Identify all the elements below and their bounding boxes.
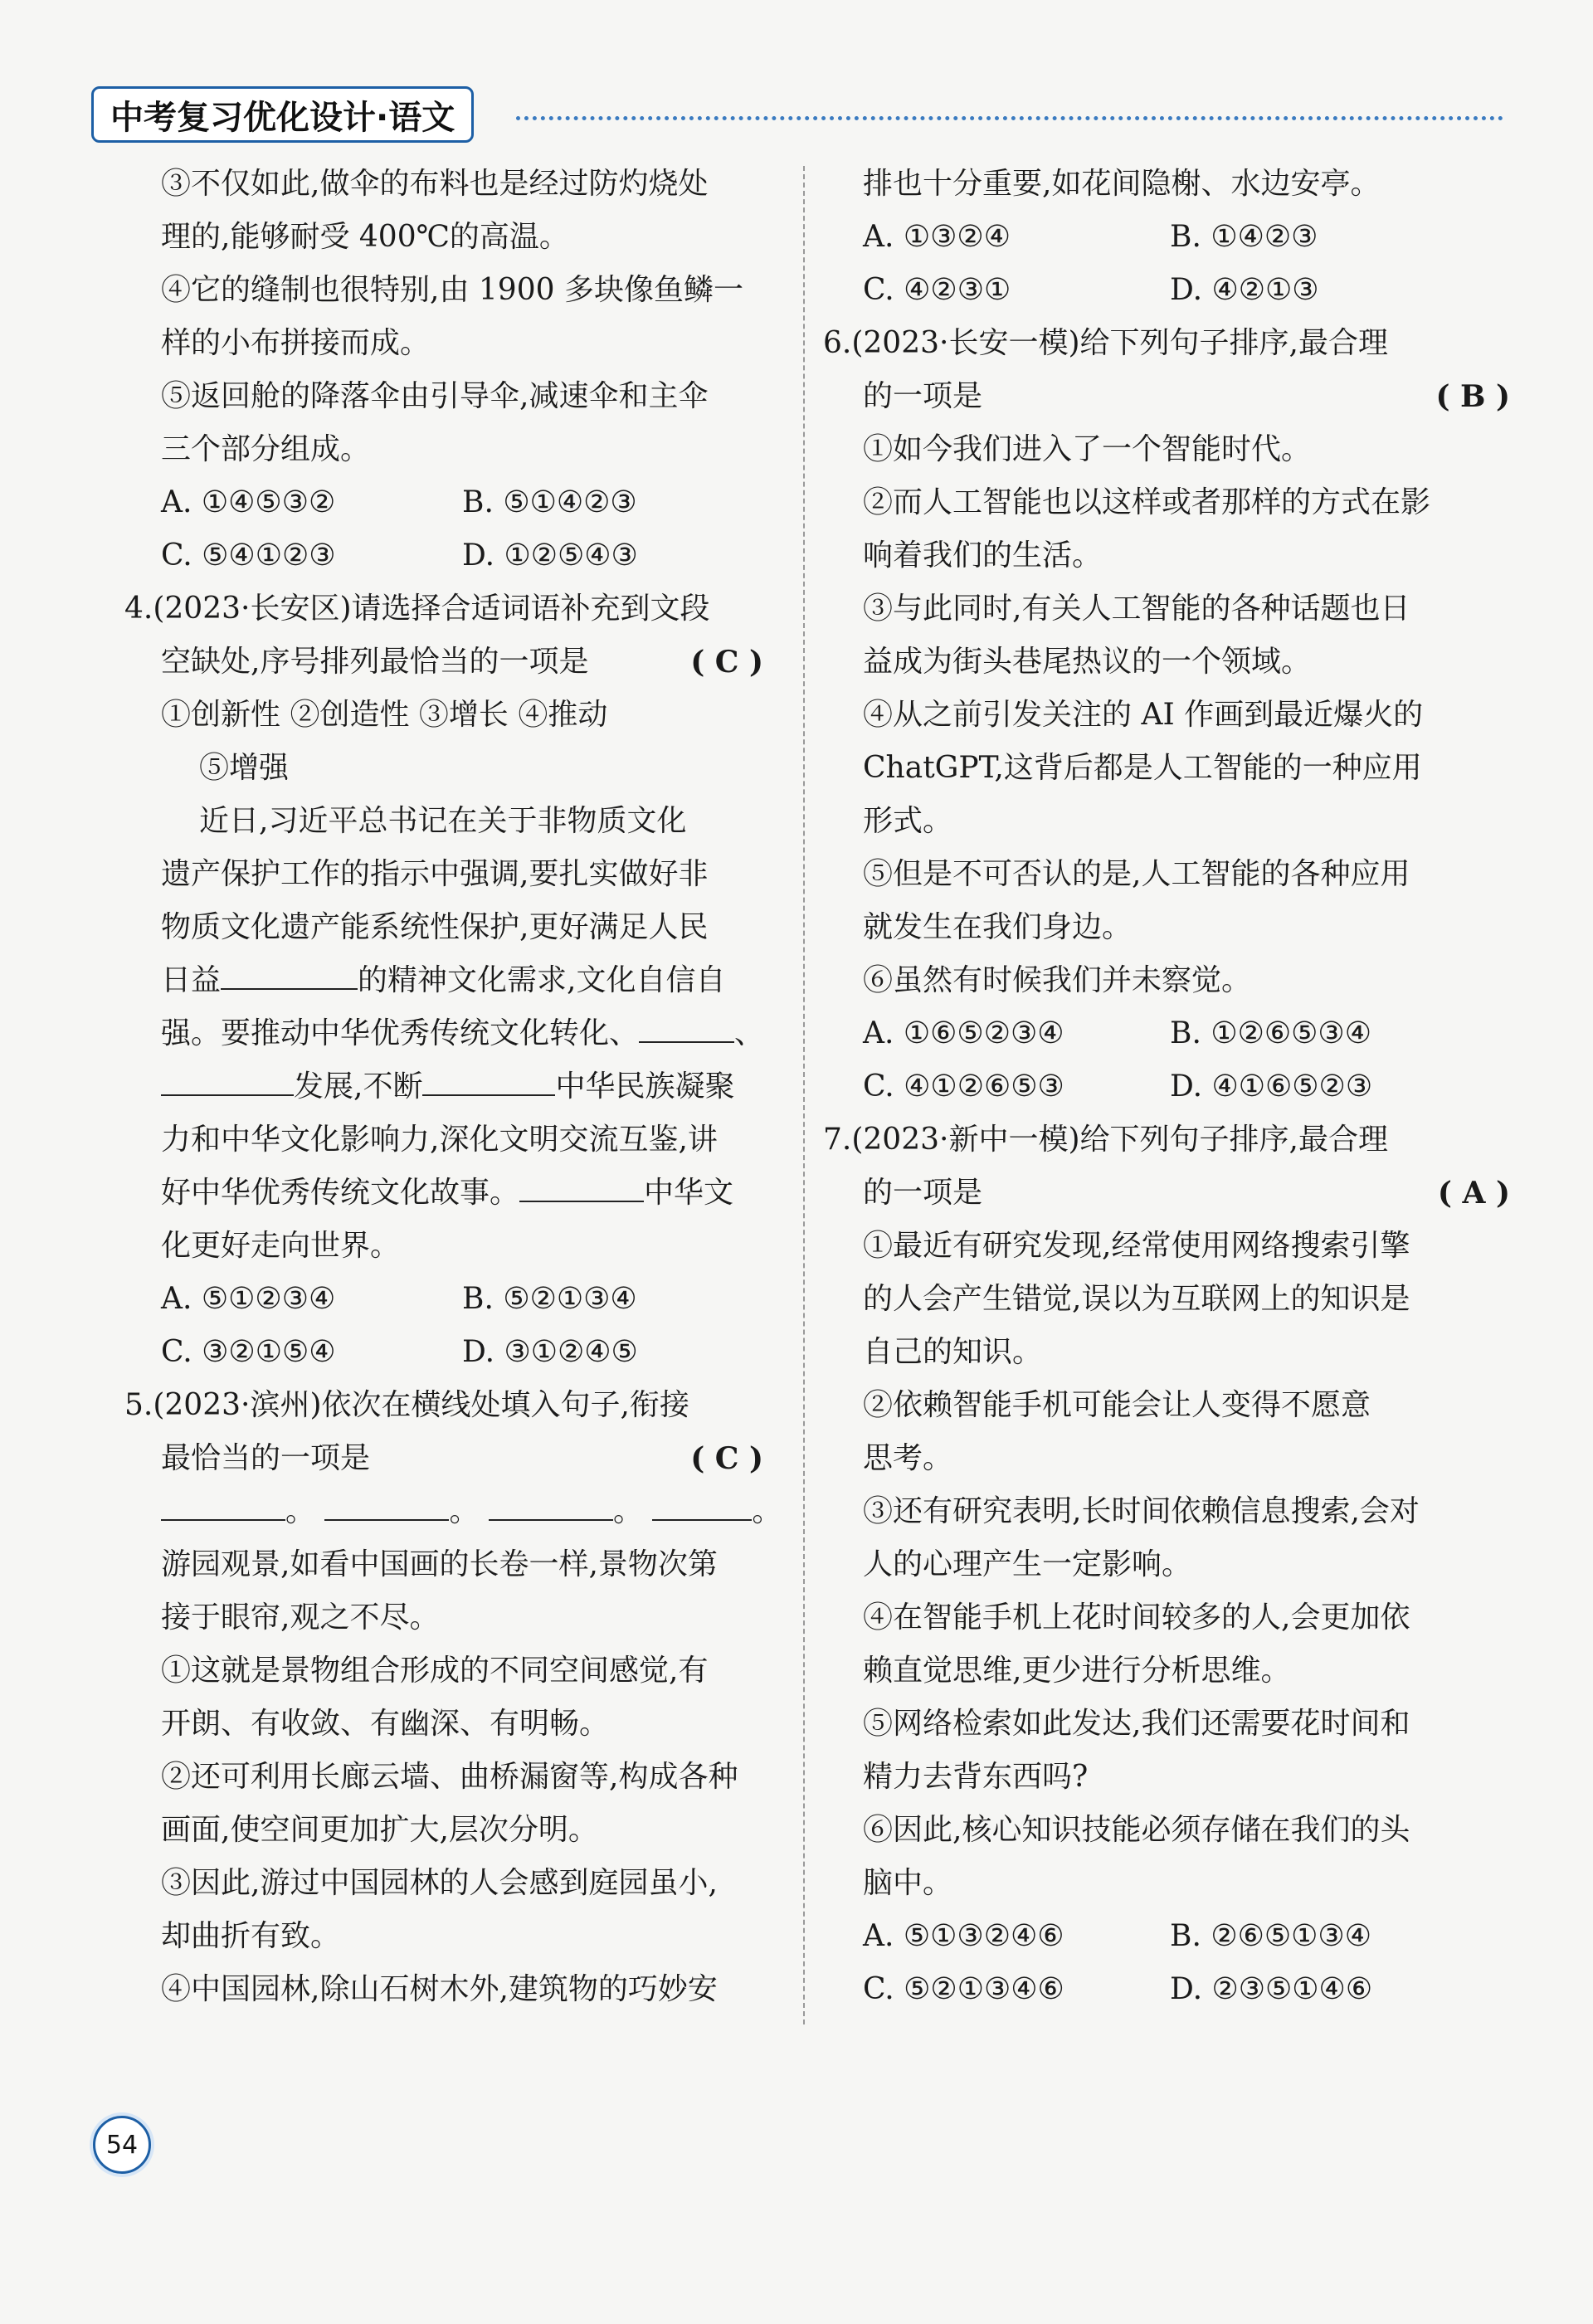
q7-item: 脑中。 <box>863 1866 953 1900</box>
q7-item: 人的心理产生一定影响。 <box>863 1547 1192 1581</box>
q6-answer: ( B ) <box>1435 379 1510 414</box>
fill-blank[interactable] <box>161 1066 294 1096</box>
q4-word-list: ①创新性 ②创造性 ③增长 ④推动 <box>161 698 608 732</box>
q4-answer: ( C ) <box>690 645 763 680</box>
q6-item: 形式。 <box>863 804 953 838</box>
option-a[interactable]: A. ①④⑤③② <box>161 485 336 519</box>
blank-separator: 。 <box>285 1494 316 1528</box>
q6-item: 响着我们的生活。 <box>863 538 1103 572</box>
q5-item: ①这就是景物组合形成的不同空间感觉,有 <box>161 1654 709 1688</box>
header-dotted-rule <box>516 116 1503 120</box>
q7-item: ⑤网络检索如此发达,我们还需要花时间和 <box>863 1707 1410 1741</box>
q5-passage: 接于眼帘,观之不尽。 <box>161 1600 440 1635</box>
left-column <box>124 158 782 2016</box>
option-b[interactable]: B. ⑤①④②③ <box>462 485 637 519</box>
q7-item: ①最近有研究发现,经常使用网络搜索引擎 <box>863 1229 1410 1263</box>
q4-stem: 4.(2023·长安区)请选择合适词语补充到文段 <box>124 592 710 626</box>
q5-stem: 5.(2023·滨州)依次在横线处填入句子,衔接 <box>124 1388 689 1422</box>
q4-passage <box>124 1167 763 1220</box>
q4-passage: 力和中华文化影响力,深化文明交流互鉴,讲 <box>161 1123 718 1157</box>
fill-blank[interactable] <box>652 1491 752 1521</box>
q5-item: 画面,使空间更加扩大,层次分明。 <box>161 1813 598 1847</box>
q7-item: ⑥因此,核心知识技能必须存储在我们的头 <box>863 1813 1410 1847</box>
fill-blank[interactable] <box>161 1491 285 1521</box>
option-a[interactable]: A. ①⑥⑤②③④ <box>863 1016 1064 1050</box>
option-a[interactable]: A. ⑤①③②④⑥ <box>863 1919 1064 1953</box>
q6-stem: 6.(2023·长安一模)给下列句子排序,最合理 <box>823 326 1388 360</box>
book-title: 中考复习优化设计·语文 <box>91 86 474 143</box>
fill-blank[interactable] <box>422 1066 555 1096</box>
q4-passage: 遗产保护工作的指示中强调,要扎实做好非 <box>161 857 709 891</box>
q6-options <box>863 1007 1510 1060</box>
q7-item: 的人会产生错觉,误以为互联网上的知识是 <box>863 1282 1410 1316</box>
q5-item: 却曲折有致。 <box>161 1919 341 1953</box>
q6-item: 就发生在我们身边。 <box>863 910 1133 944</box>
option-d[interactable]: D. ①②⑤④③ <box>462 538 638 572</box>
option-d[interactable]: D. ②③⑤①④⑥ <box>1170 1972 1373 2006</box>
option-c[interactable]: C. ⑤④①②③ <box>161 538 336 572</box>
q7-item: 精力去背东西吗? <box>863 1760 1089 1794</box>
q7-options <box>863 1963 1510 2016</box>
option-c[interactable]: C. ④②③① <box>863 273 1011 307</box>
option-c[interactable]: C. ③②①⑤④ <box>161 1335 336 1369</box>
q7-item: ②依赖智能手机可能会让人变得不愿意 <box>863 1388 1371 1422</box>
q5-blanks <box>124 1485 782 1538</box>
q6-item: 益成为街头巷尾热议的一个领域。 <box>863 645 1312 679</box>
passage-text: 发展,不断 <box>294 1069 423 1104</box>
q3-item: 样的小布拼接而成。 <box>161 326 431 360</box>
passage-text: 日益 <box>161 963 222 997</box>
q7-item: ③还有研究表明,长时间依赖信息搜索,会对 <box>863 1494 1420 1528</box>
passage-text: 中华民族凝聚 <box>555 1069 735 1104</box>
q7-answer: ( A ) <box>1437 1176 1510 1211</box>
q7-item: 自己的知识。 <box>863 1335 1043 1369</box>
q3-item: ⑤返回舱的降落伞由引导伞,减速伞和主伞 <box>161 379 709 413</box>
blank-separator: 。 <box>449 1494 480 1528</box>
q6-item: ⑤但是不可否认的是,人工智能的各种应用 <box>863 857 1410 891</box>
q7-stem: 7.(2023·新中一模)给下列句子排序,最合理 <box>823 1123 1388 1157</box>
q5-item: ③因此,游过中国园林的人会感到庭园虽小, <box>161 1866 718 1900</box>
passage-text: 的精神文化需求,文化自信自 <box>358 963 726 997</box>
q4-word-list: ⑤增强 <box>199 751 290 785</box>
fill-blank[interactable] <box>324 1491 449 1521</box>
q3-item: 三个部分组成。 <box>161 432 371 466</box>
q6-item: ②而人工智能也以这样或者那样的方式在影 <box>863 485 1431 519</box>
q3-item: 理的,能够耐受 400℃的高温。 <box>161 220 569 254</box>
q7-options <box>863 1910 1510 1963</box>
blank-separator: 。 <box>752 1494 782 1528</box>
passage-text: 中华文 <box>644 1176 734 1210</box>
option-b[interactable]: B. ①②⑥⑤③④ <box>1170 1016 1371 1050</box>
option-d[interactable]: D. ④②①③ <box>1170 273 1319 307</box>
q6-item: ①如今我们进入了一个智能时代。 <box>863 432 1312 466</box>
q4-passage <box>124 1060 763 1113</box>
right-column <box>823 158 1510 2016</box>
q6-item: ④从之前引发关注的 AI 作画到最近爆火的 <box>863 698 1424 732</box>
column-divider <box>803 166 805 2024</box>
fill-blank[interactable] <box>489 1491 613 1521</box>
q3-options <box>124 476 763 529</box>
option-b[interactable]: B. ①④②③ <box>1170 220 1318 254</box>
q5-item: 排也十分重要,如花间隐榭、水边安亭。 <box>863 167 1381 201</box>
option-d[interactable]: D. ④①⑥⑤②③ <box>1170 1069 1373 1104</box>
fill-blank[interactable] <box>221 960 358 990</box>
passage-text: 、 <box>734 1016 765 1050</box>
q6-item: ⑥虽然有时候我们并未察觉。 <box>863 963 1252 997</box>
option-c[interactable]: C. ⑤②①③④⑥ <box>863 1972 1064 2006</box>
q5-item: ②还可利用长廊云墙、曲桥漏窗等,构成各种 <box>161 1760 738 1794</box>
q6-options <box>863 1060 1510 1113</box>
q4-stem <box>124 636 763 689</box>
header <box>91 86 506 144</box>
q5-stem-text: 最恰当的一项是 <box>161 1441 371 1475</box>
q4-passage: 物质文化遗产能系统性保护,更好满足人民 <box>161 910 709 944</box>
q5-options <box>863 211 1510 264</box>
q5-item: 开朗、有收敛、有幽深、有明畅。 <box>161 1707 610 1741</box>
q4-passage <box>124 954 763 1007</box>
q4-passage <box>124 1007 763 1060</box>
q4-passage: 化更好走向世界。 <box>161 1229 401 1263</box>
option-d[interactable]: D. ③①②④⑤ <box>462 1335 638 1369</box>
q6-stem-text: 的一项是 <box>863 379 983 413</box>
q3-item: ④它的缝制也很特别,由 1900 多块像鱼鳞一 <box>161 273 743 307</box>
blank-separator: 。 <box>612 1494 643 1528</box>
q5-answer: ( C ) <box>690 1441 763 1476</box>
q7-item: 思考。 <box>863 1441 953 1475</box>
q7-stem <box>863 1167 1510 1220</box>
q4-stem-text: 空缺处,序号排列最恰当的一项是 <box>161 645 589 679</box>
q6-item: ChatGPT,这背后都是人工智能的一种应用 <box>863 751 1422 785</box>
q6-stem <box>863 370 1510 423</box>
option-c[interactable]: C. ④①②⑥⑤③ <box>863 1069 1064 1104</box>
q5-item: ④中国园林,除山石树木外,建筑物的巧妙安 <box>161 1972 718 2006</box>
q7-stem-text: 的一项是 <box>863 1176 983 1210</box>
option-a[interactable]: A. ①③②④ <box>863 220 1011 254</box>
passage-text: 好中华优秀传统文化故事。 <box>161 1176 520 1210</box>
option-b[interactable]: B. ⑤②①③④ <box>462 1282 637 1316</box>
q3-options <box>124 529 763 582</box>
q4-options <box>124 1326 763 1379</box>
option-a[interactable]: A. ⑤①②③④ <box>161 1282 336 1316</box>
option-b[interactable]: B. ②⑥⑤①③④ <box>1170 1919 1371 1953</box>
q5-stem <box>124 1432 763 1485</box>
q4-options <box>124 1273 763 1326</box>
q5-passage: 游园观景,如看中国画的长卷一样,景物次第 <box>161 1547 718 1581</box>
q7-item: 赖直觉思维,更少进行分析思维。 <box>863 1654 1291 1688</box>
q7-item: ④在智能手机上花时间较多的人,会更加依 <box>863 1600 1410 1635</box>
q4-passage: 近日,习近平总书记在关于非物质文化 <box>199 804 687 838</box>
fill-blank[interactable] <box>639 1013 734 1043</box>
fill-blank[interactable] <box>519 1172 644 1202</box>
q3-item: ③不仅如此,做伞的布料也是经过防灼烧处 <box>161 167 709 201</box>
q6-item: ③与此同时,有关人工智能的各种话题也日 <box>863 592 1410 626</box>
page-number: 54 <box>93 2116 151 2174</box>
passage-text: 强。要推动中华优秀传统文化转化、 <box>161 1016 640 1050</box>
q5-options <box>863 264 1510 317</box>
